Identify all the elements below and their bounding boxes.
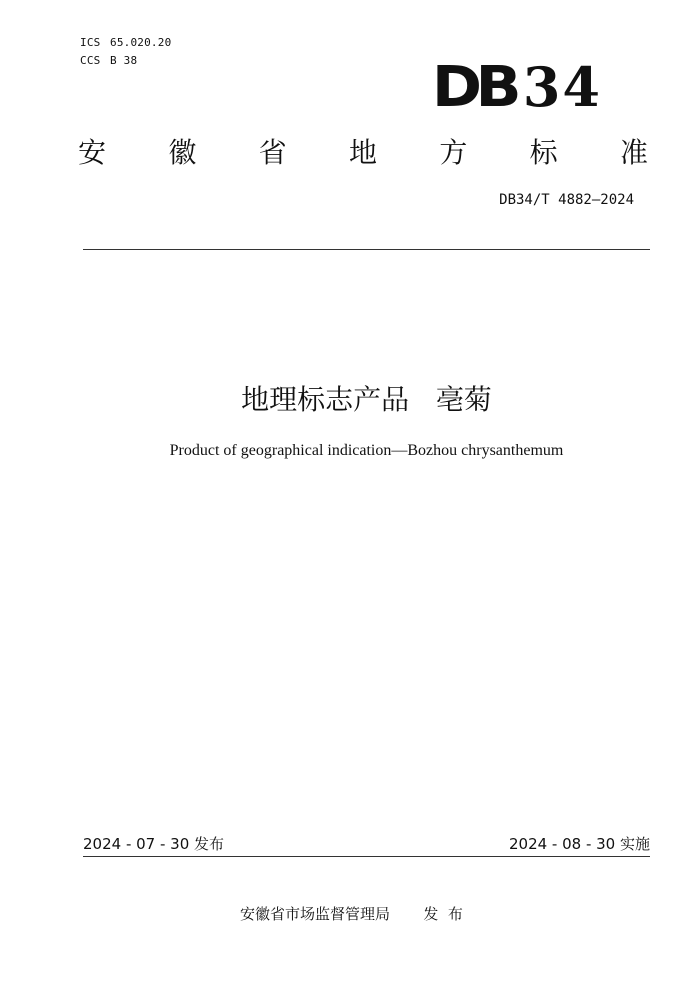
standard-code-number: 34 [522, 55, 602, 119]
issue-date: 2024 - 07 - 30 发布 [83, 835, 225, 853]
standard-type-char: 徽 [168, 136, 197, 169]
standard-code-prefix: DB [431, 55, 515, 120]
standard-type-char: 准 [619, 136, 648, 169]
standard-type-char: 地 [348, 136, 377, 169]
standard-type-char: 标 [529, 136, 558, 169]
ics-line [80, 34, 171, 52]
issuing-authority: 安徽省市场监督管理局 发 布 [240, 905, 463, 923]
ccs-value: B 38 [110, 54, 138, 67]
classification-codes [80, 34, 171, 70]
standard-type-char: 方 [439, 136, 468, 169]
ics-value: 65.020.20 [110, 36, 172, 49]
standard-type-title [78, 133, 648, 173]
document-title-en: Product of geographical indication—Bozhou chrysanthemum [169, 442, 564, 459]
standard-number: DB34/T 4882—2024 [499, 192, 634, 208]
standard-code-logo [412, 52, 602, 122]
standard-type-char: 安 [78, 136, 107, 169]
standard-type-char: 省 [258, 136, 287, 169]
top-divider [83, 249, 650, 250]
ccs-label: CCS [80, 54, 101, 67]
bottom-divider [83, 856, 650, 857]
implementation-date: 2024 - 08 - 30 实施 [508, 835, 650, 853]
document-title-cn: 地理标志产品 亳菊 [241, 383, 492, 416]
ccs-line [80, 52, 171, 70]
ics-label: ICS [80, 36, 101, 49]
